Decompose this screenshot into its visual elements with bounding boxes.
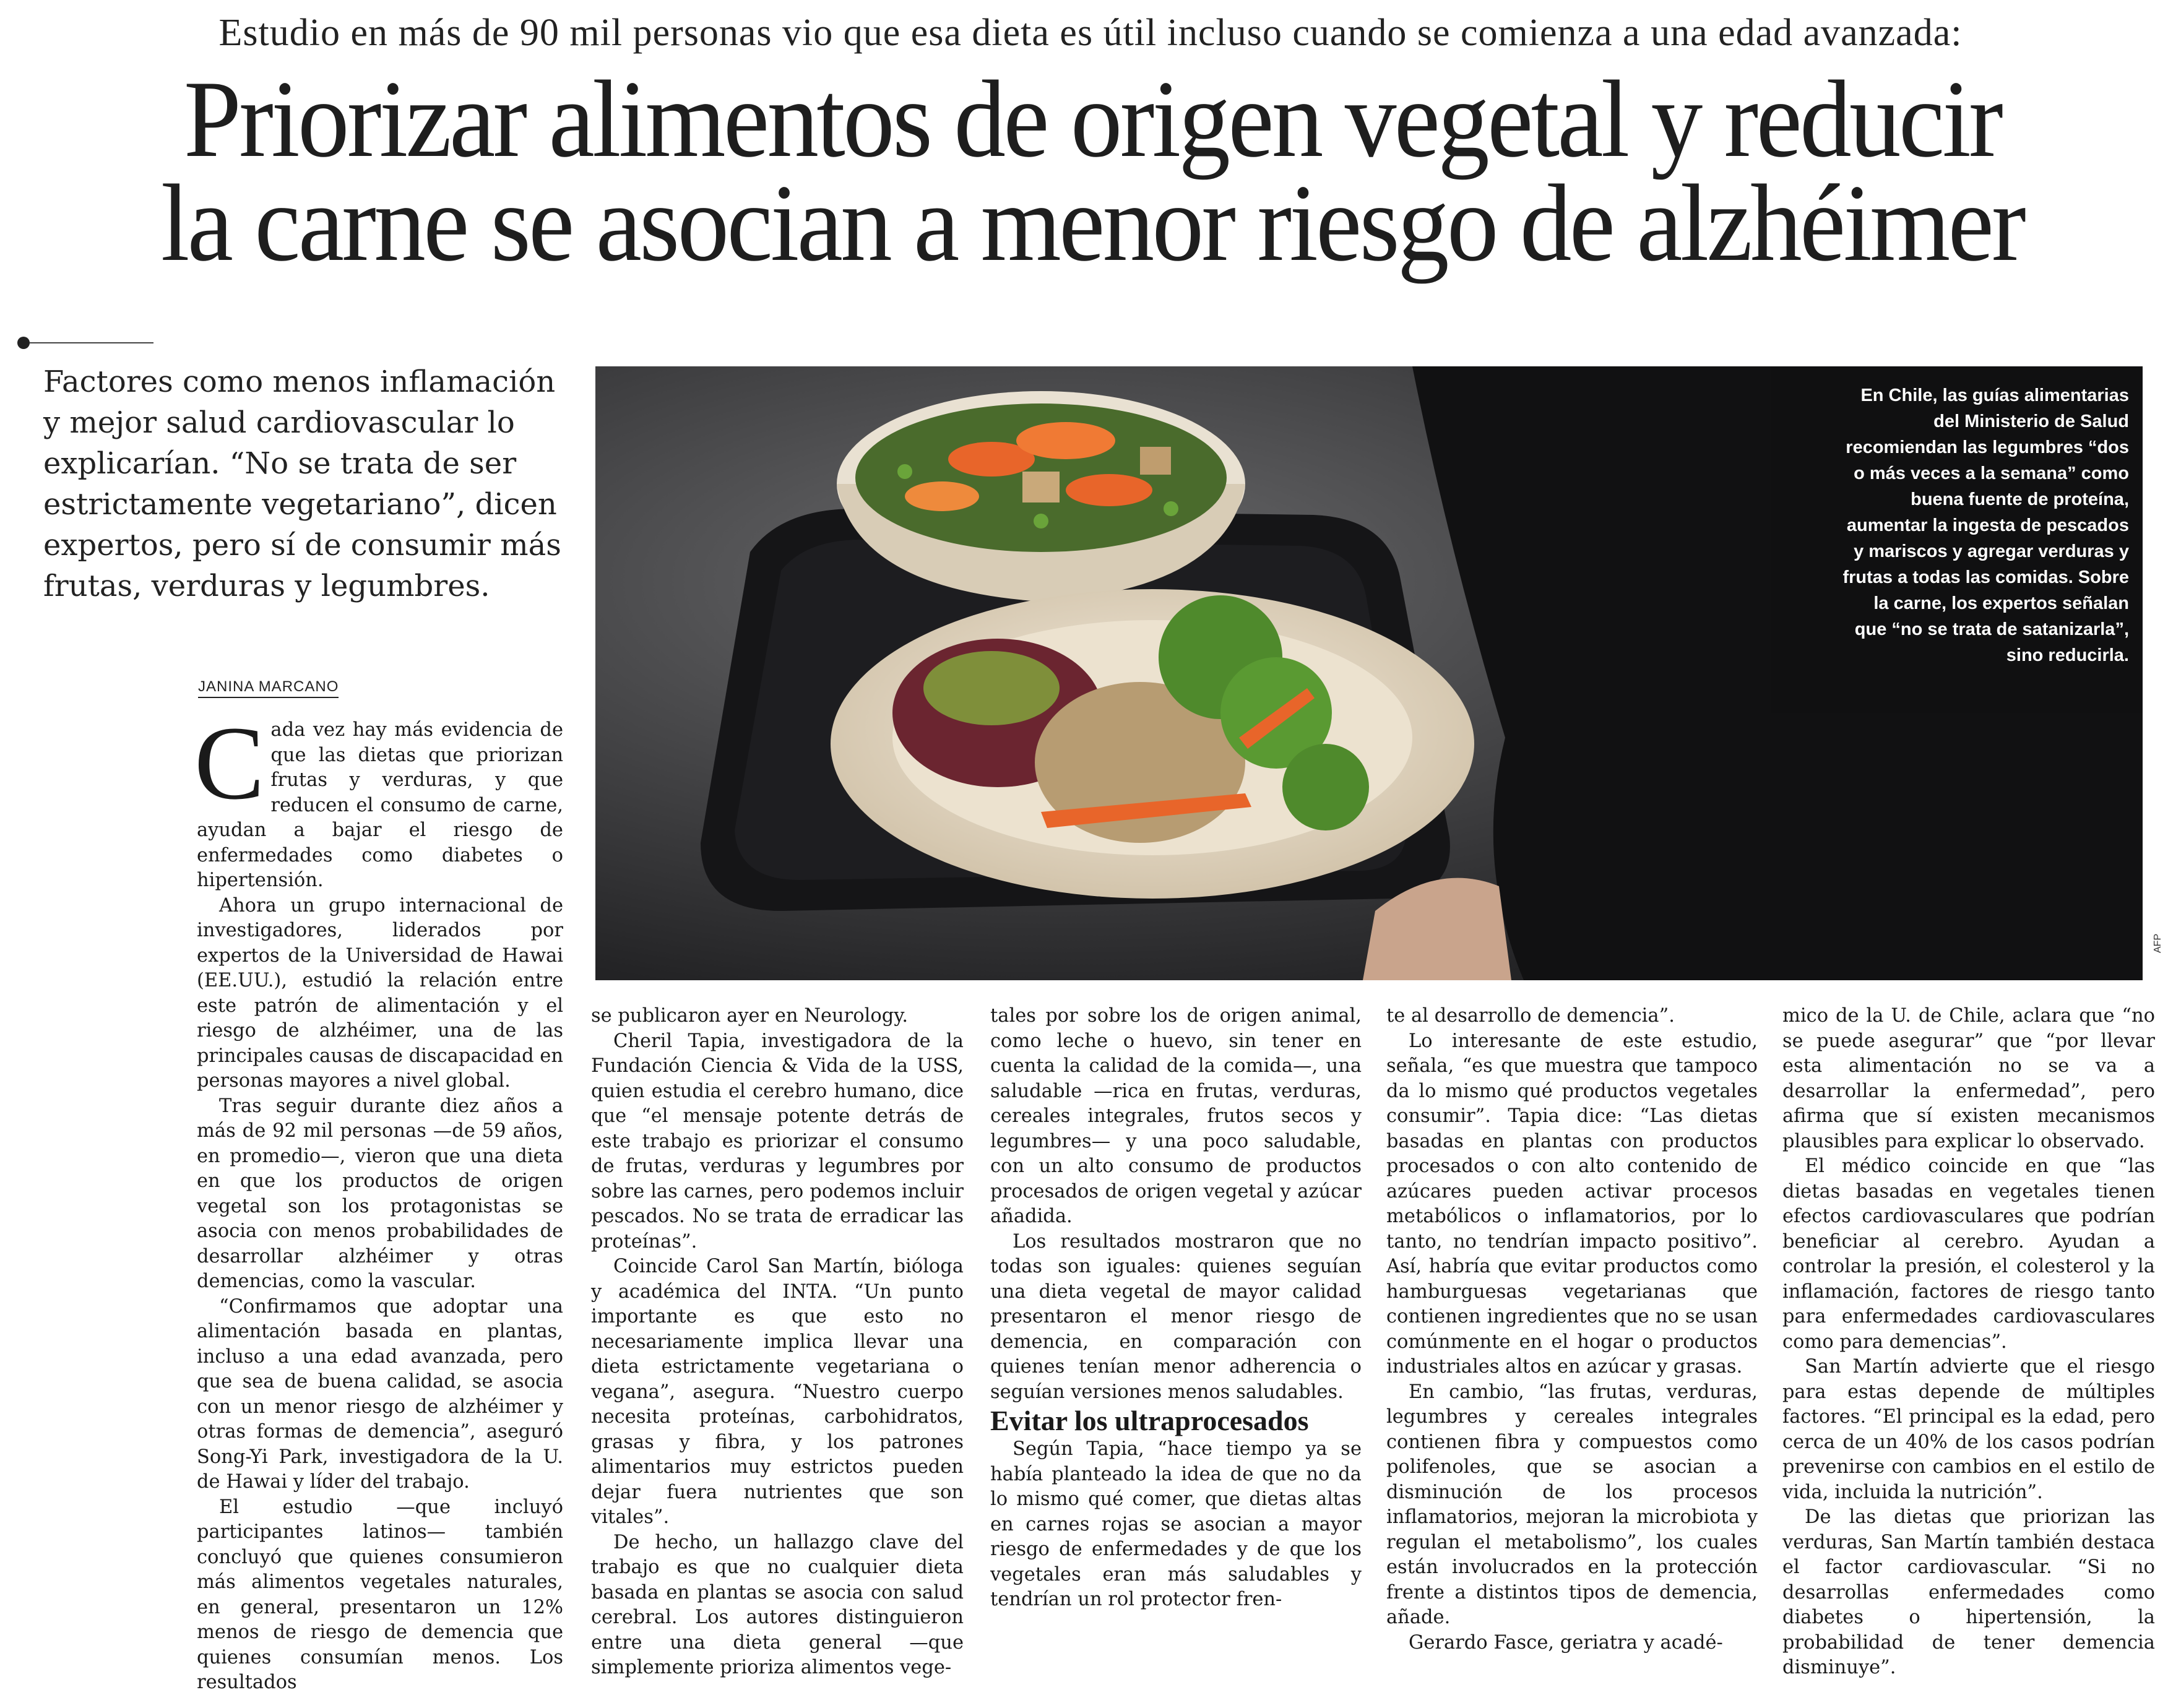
paragraph: En cambio, “las frutas, verduras, legumbres y cereales integrales contienen fibra y compuestos como polifenoles, que se asocian a disminución de los procesos inflamatorios, mejoran la microbiota y regulan el metabolismo”, los cuales están involucrados en la protección frente a distintos tipos de demencia, añade.	[1386, 1381, 1758, 1628]
photo-caption: En Chile, las guías alimentarias del Ministerio de Salud recomiendan las legumbres “dos o más veces a la semana” como buena fuente de proteína, aumentar la ingesta de pescados y mariscos y agregar verduras y frutas a todas las comidas. Sobre la carne, los expertos señalan que “no se trata de satanizarla”, sino reducirla.	[1842, 386, 2129, 665]
deck: Factores como menos inflamación y mejor salud cardiovascular lo explicarían. “No se trata de ser estrictamente vegetariano”, dicen expertos, pero sí de consumir más frutas, verduras y legumbres.	[43, 364, 561, 603]
paragraph: De las dietas que priorizan las verduras, San Martín también destaca el factor cardiovascular. “Si no desarrollas enfermedades como diabetes o hipertensión, la probabilidad de tener demencia disminuye”.	[1782, 1506, 2155, 1678]
body-column-5	[1782, 1004, 2155, 1681]
section-subhead: Evitar los ultraprocesados	[990, 1405, 1309, 1436]
paragraph: te al desarrollo de demencia”.	[1386, 1005, 1675, 1027]
paragraph: El estudio —que incluyó participantes latinos— también concluyó que quienes consumieron más alimentos vegetales naturales, en general, presentaron un 12% menos de riesgo de demencia que quienes consumían menos. Los resultados	[197, 1496, 563, 1693]
body-column-1	[194, 705, 563, 1696]
paragraph: Lo interesante de este estudio, señala, “es que muestra que tampoco da lo mismo qué productos vegetales consumir”. Tapia dice: “Las dietas basadas en plantas con productos procesados o con alto contenido de azúcares pueden activar procesos metabólicos o inflamatorios, por lo tanto, no tendrían impacto positivo”. Así, habría que evitar productos como hamburguesas vegetarianas que contienen ingredientes que no se usan comúnmente en el hogar o productos industriales altos en azúcar y grasas.	[1386, 1030, 1758, 1378]
deck-rule-dot	[17, 337, 30, 349]
body-column-4	[1386, 1004, 1758, 1655]
drop-cap: C	[194, 705, 265, 821]
paragraph: El médico coincide en que “las dietas basadas en vegetales tienen efectos cardiovasculares que podrían beneficiar al cerebro. Ayudan a controlar la presión, el colesterol y la inflamación, factores de riesgo tanto para enfermedades cardiovasculares como para demencias”.	[1782, 1155, 2155, 1353]
deck-rule	[30, 342, 153, 343]
paragraph: Según Tapia, “hace tiempo ya se había planteado la idea de que no da lo mismo qué comer, que dietas altas en carnes rojas se asocian a mayor riesgo de enfermedades y de que los vegetales eran más saludables y tendrían un rol protector fren-	[990, 1438, 1362, 1610]
headline-line-2: la carne se asocian a menor riesgo de alzhéimer	[160, 162, 2024, 284]
paragraph: San Martín advierte que el riesgo para estas depende de múltiples factores. “El principal es la edad, pero cerca de un 40% de los casos podrían prevenirse con cambios en el estilo de vida, incluida la nutrición”.	[1782, 1356, 2155, 1503]
paragraph: Tras seguir durante diez años a más de 92 mil personas —de 59 años, en promedio—, vieron que una dieta en que los productos de origen vegetal son los protagonistas se asocia con menos probabilidades de desarrollar alzhéimer y otras demencias, como la vascular.	[197, 1095, 563, 1292]
body-column-3	[990, 1004, 1362, 1613]
paragraph: “Confirmamos que adoptar una alimentación basada en plantas, incluso a una edad avanzada, pero que sea de buena calidad, se asocia con un menor riesgo de alzhéimer y otras formas de demencia”, aseguró Song-Yi Park, investigadora de la U. de Hawai y líder del trabajo.	[197, 1295, 563, 1493]
kicker: Estudio en más de 90 mil personas vio que esa dieta es útil incluso cuando se comienza a una edad avanzada:	[218, 12, 1963, 54]
paragraph: tales por sobre los de origen animal, como leche o huevo, sin tener en cuenta la calidad de la comida—, una saludable —rica en frutas, verduras, cereales integrales, frutos secos y legumbres— y una poco saludable, con un alto consumo de productos procesados de origen vegetal y azúcar añadida.	[990, 1005, 1362, 1227]
paragraph: Coincide Carol San Martín, bióloga y académica del INTA. “Un punto importante es que esto no necesariamente implica llevar una dieta estrictamente vegetariana o vegana”, asegura. “Nuestro cuerpo necesita proteínas, carbohidratos, grasas y fibra, y los patrones alimentarios muy estrictos pueden dejar fuera nutrientes que son vitales”.	[591, 1256, 964, 1528]
paragraph: Los resultados mostraron que no todas son iguales: quienes seguían una dieta vegetal de mayor calidad presentaron el menor riesgo de demencia, en comparación con quienes tenían menor adherencia o seguían versiones menos saludables.	[990, 1230, 1362, 1403]
body-column-2	[591, 1004, 964, 1681]
paragraph-text: ada vez hay más evidencia de que las dietas que priorizan frutas y verduras, y que reducen el consumo de carne, ayudan a bajar el riesgo de enfermedades como diabetes o hipertensión.	[197, 719, 563, 891]
paragraph: mico de la U. de Chile, aclara que “no se puede asegurar” que “por llevar esta alimentación no se va a desarrollar la enfermedad”, pero afirma que sí existen mecanismos plausibles para explicar lo observado.	[1782, 1005, 2155, 1152]
paragraph	[194, 705, 563, 894]
headline	[83, 58, 2102, 284]
photo-credit: AFP	[2153, 933, 2163, 953]
paragraph: Cheril Tapia, investigadora de la Fundación Ciencia & Vida de la USS, quien estudia el cerebro humano, dice que “el mensaje potente detrás de este trabajo es priorizar el consumo de frutas, verduras y legumbres por sobre las carnes, pero podemos incluir pescados. No se trata de erradicar las proteínas”.	[591, 1030, 964, 1253]
paragraph: se publicaron ayer en Neurology.	[591, 1005, 909, 1027]
paragraph: Gerardo Fasce, geriatra y acadé-	[1409, 1631, 1723, 1654]
paragraph: Ahora un grupo internacional de investigadores, liderados por expertos de la Universidad de Hawai (EE.UU.), estudió la relación entre este patrón de alimentación y el riesgo de alzhéimer, una de las principales causas de discapacidad en personas mayores a nivel global.	[197, 894, 563, 1092]
paragraph: De hecho, un hallazgo clave del trabajo es que no cualquier dieta basada en plantas se asocia con salud cerebral. Los autores distinguieron entre una dieta general —que simplemente prioriza alimentos vege-	[591, 1531, 964, 1678]
headline-line-1: Priorizar alimentos de origen vegetal y reducir	[183, 58, 2002, 180]
byline: JANINA MARCANO	[198, 678, 339, 698]
